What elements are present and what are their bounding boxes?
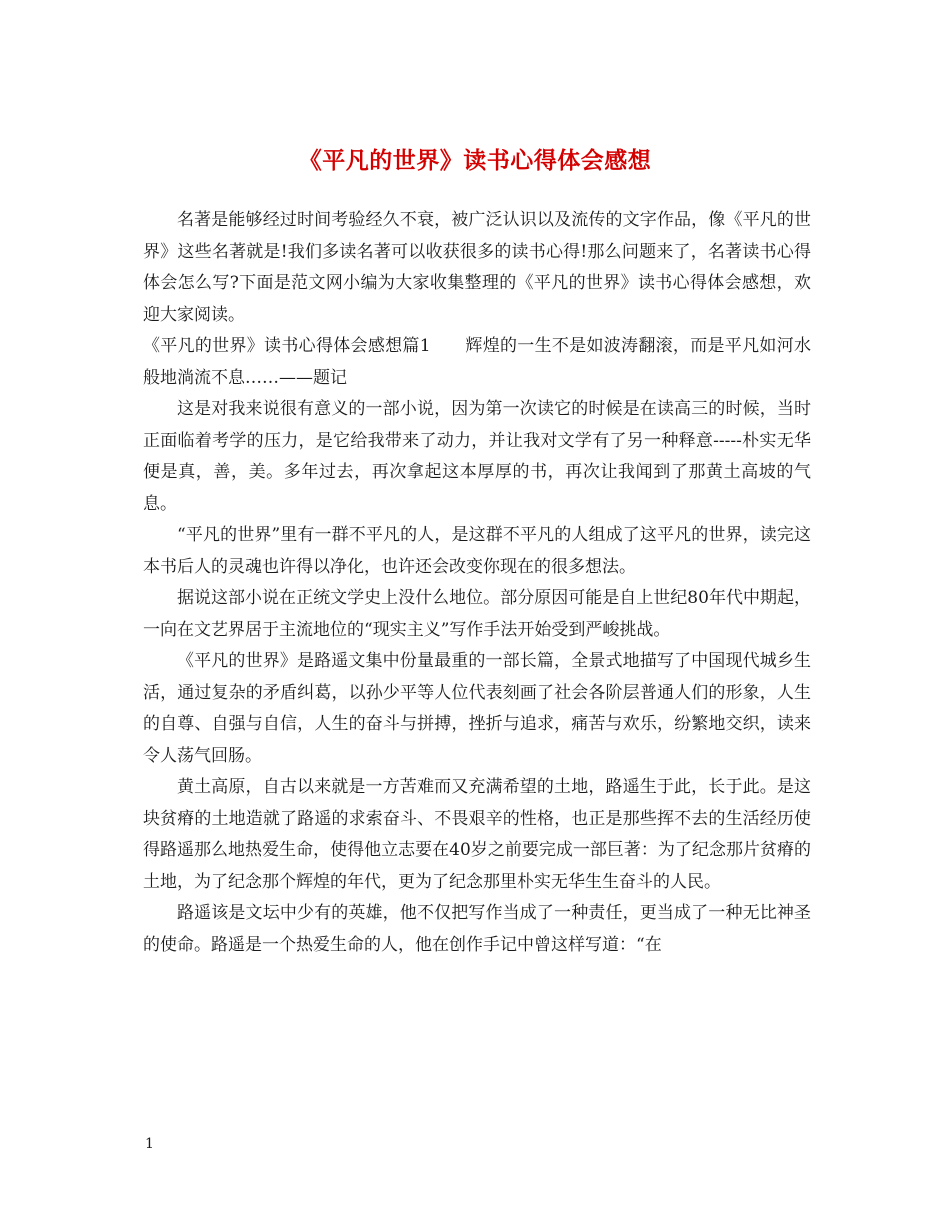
paragraph: 这是对我来说很有意义的一部小说，因为第一次读它的时候是在读高三的时候，当时正面临着考学的压力，是它给我带来了动力，并让我对文学有了另一种释意-----朴实无华便是真，善，美。多年过去，再次拿起这本厚厚的书，再次让我闻到了那黄土高坡的气息。 bbox=[143, 399, 811, 514]
paragraph-section-heading: 《平凡的世界》读书心得体会感想篇1 辉煌的一生不是如波涛翻滚，而是平凡如河水般地淌流不息……——题记 bbox=[143, 336, 811, 388]
page-number: 1 bbox=[145, 1136, 154, 1152]
paragraph: “平凡的世界”里有一群不平凡的人，是这群不平凡的人组成了这平凡的世界，读完这本书后人的灵魂也许得以净化，也许还会改变你现在的很多想法。 bbox=[143, 525, 811, 577]
paragraph: 路遥该是文坛中少有的英雄，他不仅把写作当成了一种责任，更当成了一种无比神圣的使命。路遥是一个热爱生命的人，他在创作手记中曾这样写道：“在 bbox=[143, 903, 811, 955]
paragraph-intro: 名著是能够经过时间考验经久不衰，被广泛认识以及流传的文字作品，像《平凡的世界》这些名著就是!我们多读名著可以收获很多的读书心得!那么问题来了，名著读书心得体会怎么写?下面是范文网小编为大家收集整理的《平凡的世界》读书心得体会感想，欢迎大家阅读。 bbox=[143, 210, 811, 325]
paragraph: 据说这部小说在正统文学史上没什么地位。部分原因可能是自上世纪80年代中期起，一向在文艺界居于主流地位的“现实主义”写作手法开始受到严峻挑战。 bbox=[143, 588, 811, 640]
document-body bbox=[143, 205, 811, 961]
paragraph: 黄土高原，自古以来就是一方苦难而又充满希望的土地，路遥生于此，长于此。是这块贫瘠的土地造就了路遥的求索奋斗、不畏艰辛的性格，也正是那些挥不去的生活经历使得路遥那么地热爱生命，使得他立志要在40岁之前要完成一部巨著：为了纪念那片贫瘠的土地，为了纪念那个辉煌的年代，更为了纪念那里朴实无华生生奋斗的人民。 bbox=[143, 777, 811, 892]
paragraph: 《平凡的世界》是路遥文集中份量最重的一部长篇，全景式地描写了中国现代城乡生活，通过复杂的矛盾纠葛，以孙少平等人位代表刻画了社会各阶层普通人们的形象，人生的自尊、自强与自信，人生的奋斗与拼搏，挫折与追求，痛苦与欢乐，纷繁地交织，读来令人荡气回肠。 bbox=[143, 651, 811, 766]
document-title: 《平凡的世界》读书心得体会感想 bbox=[298, 147, 652, 175]
